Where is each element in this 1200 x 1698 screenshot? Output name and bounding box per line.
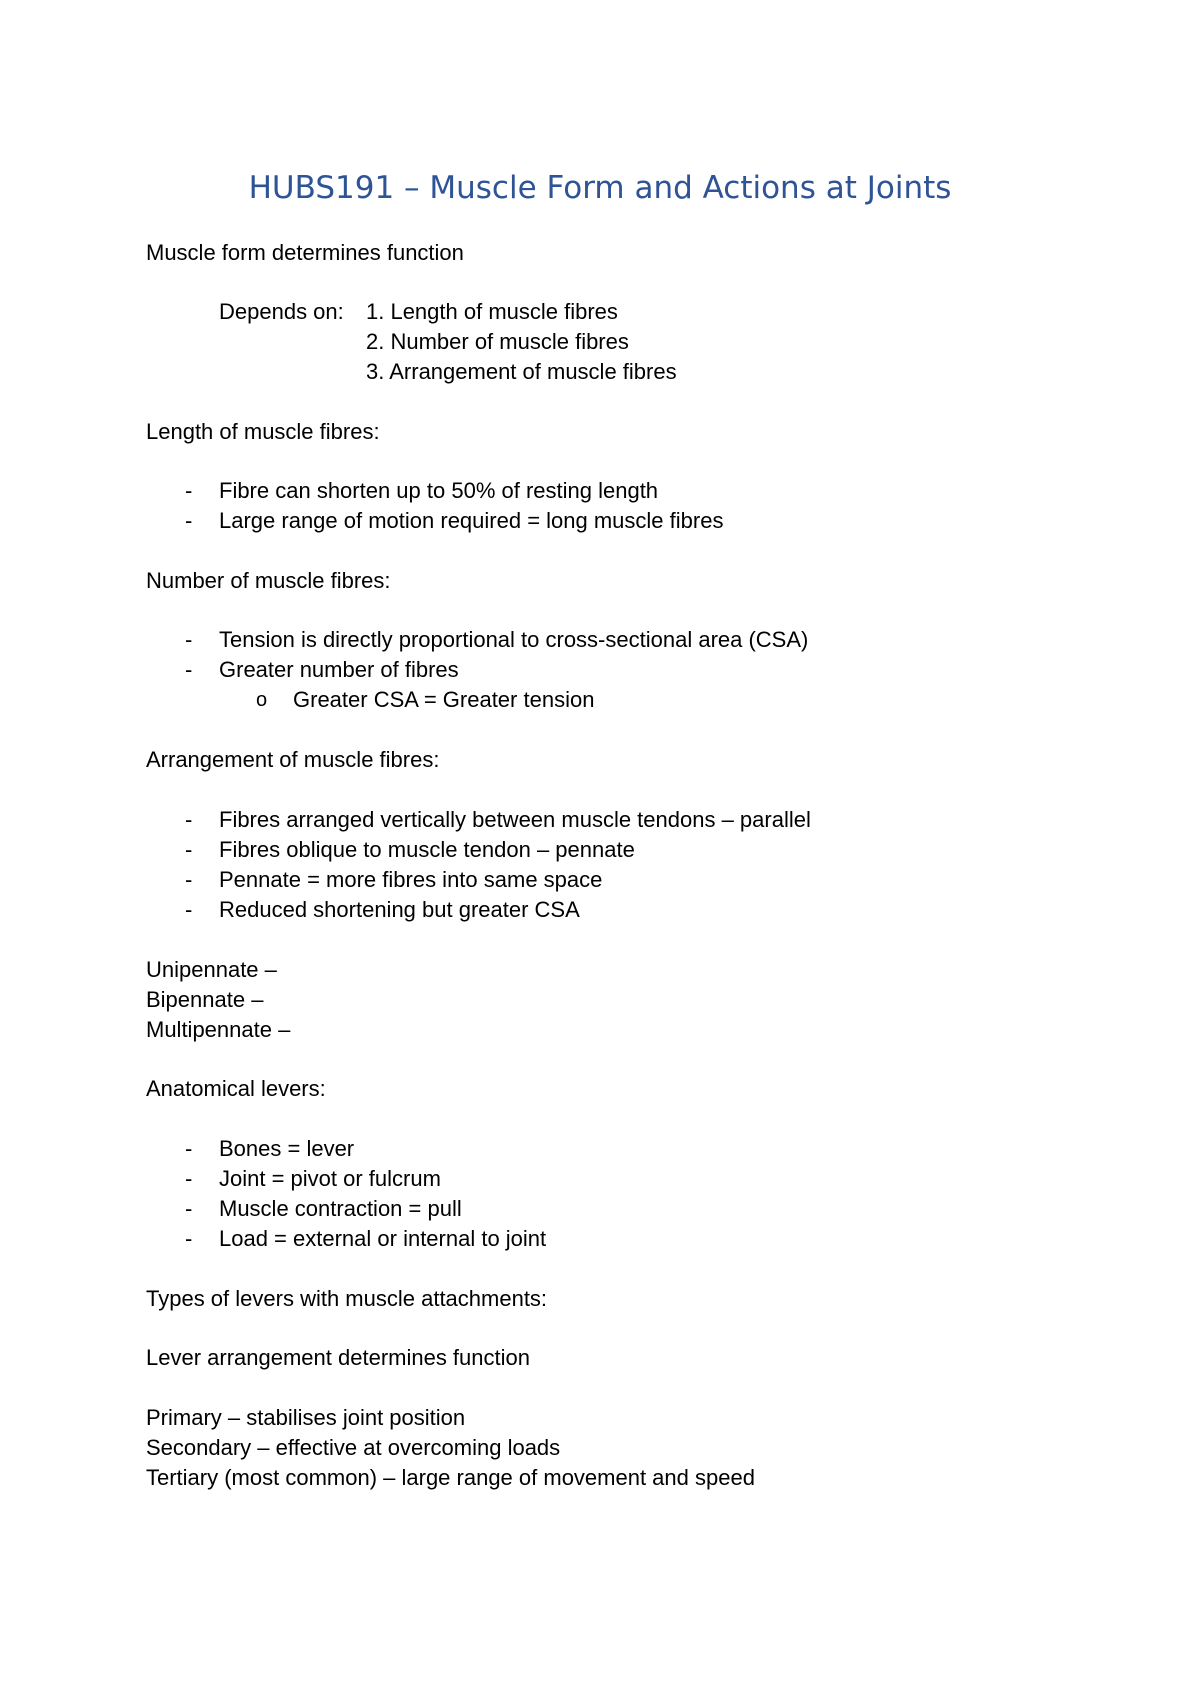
pennate-type: Unipennate – [146,957,277,982]
circle-marker: o [256,689,268,711]
types-heading: Types of levers with muscle attachments: [146,1286,548,1311]
depends-item: 1. Length of muscle fibres [366,299,618,324]
lever-type: Primary – stabilises joint position [146,1405,466,1430]
intro-heading: Muscle form determines function [146,240,464,265]
dash-marker: - [185,1226,193,1251]
levers-heading: Anatomical levers: [146,1076,326,1101]
dash-marker: - [185,807,193,832]
dash-marker: - [185,1196,193,1221]
dash-marker: - [185,897,193,922]
number-heading: Number of muscle fibres: [146,568,391,593]
dash-marker: - [185,1166,193,1191]
number-sub-bullet: Greater CSA = Greater tension [293,687,595,712]
levers-bullet: Muscle contraction = pull [219,1196,462,1221]
lever-arrangement: Lever arrangement determines function [146,1345,530,1370]
dash-marker: - [185,478,193,503]
dash-marker: - [185,837,193,862]
depends-label: Depends on: [219,299,344,324]
dash-marker: - [185,508,193,533]
length-heading: Length of muscle fibres: [146,419,380,444]
number-bullet: Greater number of fibres [219,657,459,682]
length-bullet: Fibre can shorten up to 50% of resting length [219,478,659,503]
length-bullet: Large range of motion required = long muscle fibres [219,508,724,533]
pennate-type: Multipennate – [146,1017,291,1042]
dash-marker: - [185,1136,193,1161]
depends-item: 3. Arrangement of muscle fibres [366,359,677,384]
arrangement-bullet: Fibres oblique to muscle tendon – pennate [219,837,635,862]
arrangement-bullet: Reduced shortening but greater CSA [219,897,580,922]
dash-marker: - [185,657,193,682]
arrangement-heading: Arrangement of muscle fibres: [146,747,440,772]
lever-type: Tertiary (most common) – large range of movement and speed [146,1465,755,1490]
depends-item: 2. Number of muscle fibres [366,329,629,354]
levers-bullet: Joint = pivot or fulcrum [219,1166,441,1191]
number-bullet: Tension is directly proportional to cross-sectional area (CSA) [219,627,809,652]
levers-bullet: Load = external or internal to joint [219,1226,547,1251]
dash-marker: - [185,627,193,652]
document-title: HUBS191 – Muscle Form and Actions at Joints [248,170,952,206]
levers-bullet: Bones = lever [219,1136,355,1161]
pennate-type: Bipennate – [146,987,264,1012]
lever-type: Secondary – effective at overcoming loads [146,1435,561,1460]
dash-marker: - [185,867,193,892]
arrangement-bullet: Fibres arranged vertically between muscle tendons – parallel [219,807,811,832]
arrangement-bullet: Pennate = more fibres into same space [219,867,603,892]
